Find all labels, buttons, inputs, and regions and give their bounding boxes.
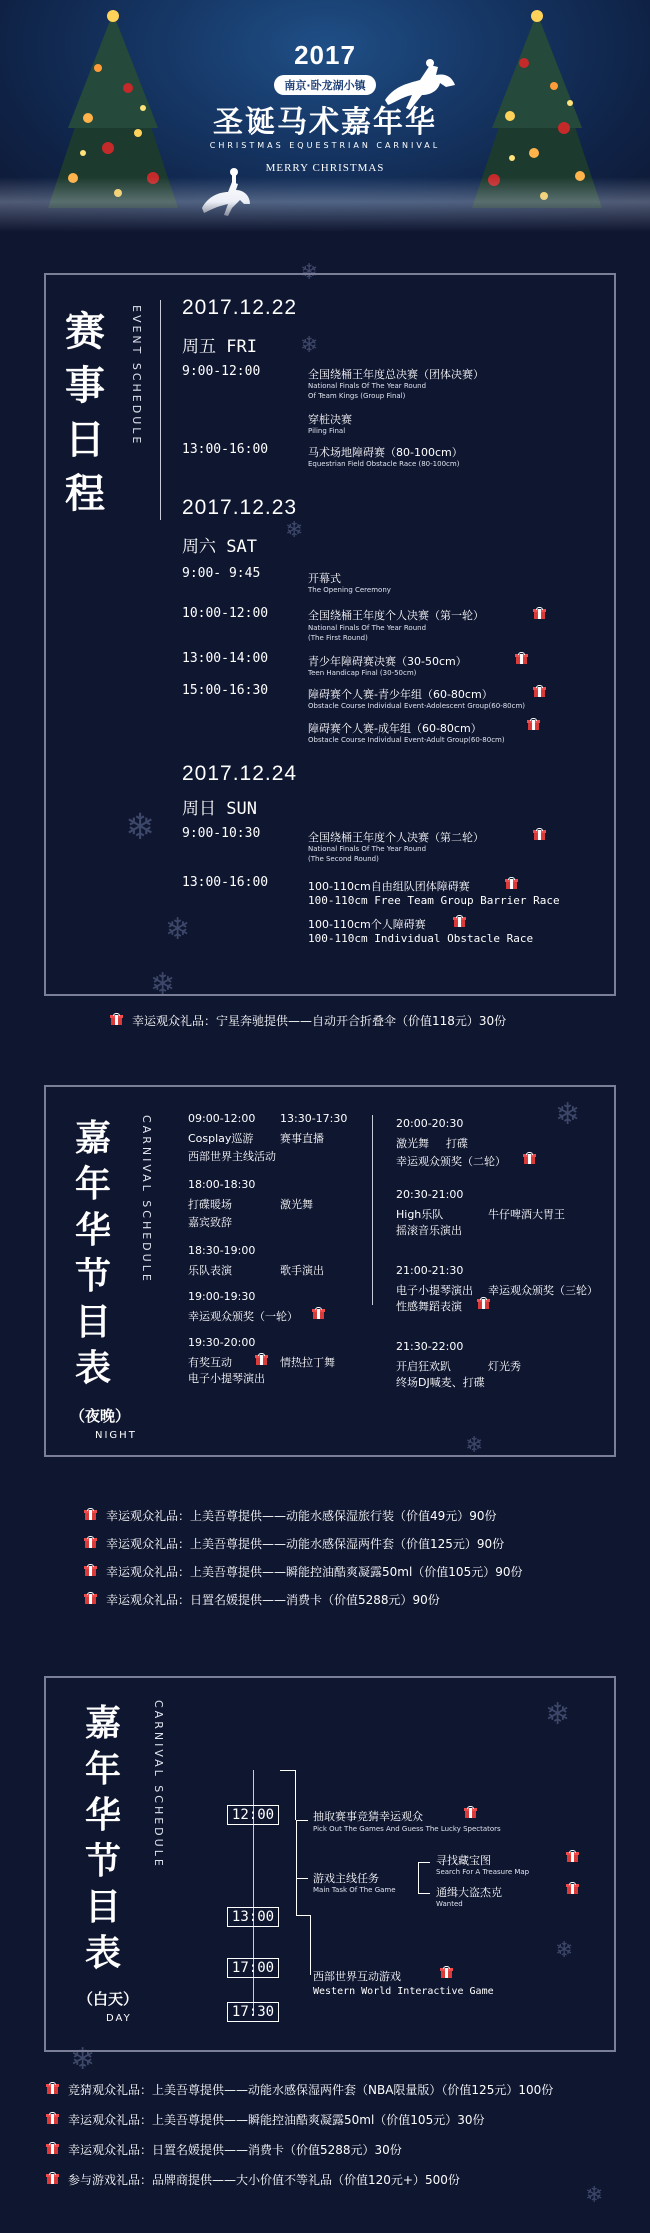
bracket	[296, 1820, 308, 1821]
carnival-time: 18:00-18:30	[188, 1178, 256, 1191]
schedule-event-en: (The Second Round)	[308, 855, 379, 863]
schedule-event-en: (The First Round)	[308, 634, 368, 642]
gift-icon	[505, 877, 518, 889]
merry-christmas-text: MERRY CHRISTMAS	[265, 162, 385, 174]
day-activity-en: Search For A Treasure Map	[436, 1868, 530, 1876]
prize-text: 幸运观众礼品：宁星奔驰提供——自动开合折叠伞（价值118元）30份	[132, 1014, 507, 1028]
carnival-title-en: CARNIVAL SCHEDULE	[152, 1700, 165, 1869]
title-char: 目	[84, 1886, 121, 1928]
prize-text: 幸运观众礼品：日置名媛提供——消费卡（价值5288元）90份	[106, 1593, 440, 1607]
bracket	[296, 1820, 297, 1915]
carnival-item: 打碟暖场	[188, 1198, 232, 1211]
gift-icon	[46, 2082, 59, 2094]
schedule-time: 13:00-16:00	[182, 875, 269, 890]
carnival-time: 20:00-20:30	[396, 1117, 464, 1130]
schedule-date: 2017.12.22	[182, 296, 298, 319]
day-activity: 西部世界互动游戏	[313, 1970, 401, 1983]
gift-icon	[533, 607, 546, 619]
carnival-time: 19:30-20:00	[188, 1336, 256, 1349]
bracket	[296, 1915, 310, 1916]
event-schedule-title-en: EVENT SCHEDULE	[130, 305, 143, 447]
gift-icon	[533, 828, 546, 840]
prize-text: 幸运观众礼品：日置名媛提供——消费卡（价值5288元）30份	[68, 2143, 402, 2157]
title-char: 嘉	[84, 1702, 121, 1744]
title-char: 赛	[65, 308, 105, 355]
carnival-item: 赛事直播	[280, 1132, 324, 1145]
snowflake-icon: ❄	[555, 1938, 574, 1963]
carnival-item: 性感舞蹈表演	[396, 1300, 462, 1313]
carnival-time: 19:00-19:30	[188, 1290, 256, 1303]
schedule-event-en: National Finals Of The Year Round	[308, 382, 427, 390]
schedule-event-en: Equestrian Field Obstacle Race (80-100cm)	[308, 460, 460, 468]
time-box: 12:00	[227, 1805, 279, 1825]
prize-text: 幸运观众礼品：上美吾尊提供——动能水感保湿旅行装（价值49元）90份	[106, 1509, 497, 1523]
carnival-night-panel	[44, 1085, 616, 1457]
carnival-item: 嘉宾致辞	[188, 1216, 232, 1229]
carnival-item: 电子小提琴演出	[188, 1372, 265, 1385]
prize-text: 参与游戏礼品：品牌商提供——大小价值不等礼品（价值120元+）500份	[68, 2173, 460, 2187]
schedule-event: 障碍赛个人赛-青少年组（60-80cm）	[308, 688, 493, 701]
title-char: 表	[74, 1347, 111, 1389]
banner-title	[190, 40, 460, 174]
snowflake-icon: ❄	[300, 333, 319, 358]
title-char: 节	[74, 1255, 111, 1297]
carnival-time: 20:30-21:00	[396, 1188, 464, 1201]
gift-icon	[515, 652, 528, 664]
title-char: 日	[65, 416, 105, 463]
snowflake-icon: ❄	[585, 2183, 604, 2208]
schedule-weekday: 周五 FRI	[182, 337, 257, 357]
carnival-item: High乐队	[396, 1208, 444, 1221]
carnival-title-en: CARNIVAL SCHEDULE	[140, 1115, 153, 1284]
carnival-item: 开启狂欢趴	[396, 1360, 451, 1373]
banner	[0, 0, 650, 232]
title-char: 华	[74, 1209, 111, 1251]
gift-icon	[477, 1297, 490, 1309]
schedule-event-en: Teen Handicap Final (30-50cm)	[308, 669, 417, 677]
gift-icon	[566, 1882, 579, 1894]
bracket	[418, 1862, 430, 1894]
divider	[160, 300, 161, 520]
carnival-day-title	[80, 1700, 126, 1976]
day-activity: 通缉大盗杰克	[436, 1886, 502, 1899]
schedule-event-en: 100-110cm Free Team Group Barrier Race	[308, 894, 560, 907]
gift-icon	[453, 915, 466, 927]
schedule-event: 100-110cm自由组队团体障碍赛	[308, 880, 470, 893]
bracket	[296, 1878, 308, 1879]
gift-icon	[110, 1013, 123, 1025]
snowflake-icon: ❄	[465, 1433, 484, 1458]
gift-icon	[46, 2142, 59, 2154]
carnival-item: 激光舞	[280, 1198, 313, 1211]
event-title: 圣诞马术嘉年华	[213, 105, 437, 140]
gift-icon	[527, 718, 540, 730]
schedule-event-en: Obstacle Course Individual Event-Adolescent Group(60-80cm)	[308, 702, 525, 710]
carnival-item: 情热拉丁舞	[280, 1356, 335, 1369]
carnival-item: 幸运观众颁奖（三轮）	[488, 1284, 598, 1297]
banner-year: 2017	[294, 40, 356, 70]
prize-text: 幸运观众礼品：上美吾尊提供——瞬能控油酷爽凝露50ml（价值105元）90份	[106, 1565, 523, 1579]
carnival-item: 灯光秀	[488, 1360, 521, 1373]
snowflake-icon: ❄	[125, 807, 156, 848]
schedule-event-en: Piling Final	[308, 427, 346, 435]
schedule-time: 9:00-10:30	[182, 826, 261, 841]
schedule-event: 100-110cm个人障碍赛	[308, 918, 426, 931]
day-activity: 抽取赛事竞猜幸运观众	[313, 1810, 423, 1823]
carnival-time: 18:30-19:00	[188, 1244, 256, 1257]
time-box: 13:00	[227, 1907, 279, 1927]
day-activity-en: Main Task Of The Game	[313, 1886, 396, 1894]
night-tag: （夜晚）	[70, 1407, 131, 1425]
carnival-time: 09:00-12:00	[188, 1112, 256, 1125]
carnival-night-title	[70, 1115, 116, 1391]
carnival-item: 西部世界主线活动	[188, 1150, 276, 1163]
schedule-date: 2017.12.24	[182, 762, 298, 785]
day-tag-en: DAY	[106, 2013, 132, 2024]
carnival-item: 幸运观众颁奖（二轮）	[396, 1155, 506, 1168]
gift-icon	[84, 1564, 97, 1576]
night-tag-en: NIGHT	[95, 1430, 137, 1441]
time-box: 17:30	[227, 2002, 279, 2022]
title-char: 年	[74, 1163, 111, 1205]
gift-icon	[84, 1508, 97, 1520]
snow-ground	[0, 177, 650, 232]
gift-icon	[464, 1806, 477, 1818]
prize-text: 幸运观众礼品：上美吾尊提供——动能水感保湿两件套（价值125元）90份	[106, 1537, 505, 1551]
carnival-time: 13:30-17:30	[280, 1112, 348, 1125]
gift-icon	[46, 2172, 59, 2184]
event-schedule-title	[62, 305, 108, 521]
schedule-time: 9:00-12:00	[182, 364, 261, 379]
schedule-time: 9:00- 9:45	[182, 566, 261, 581]
schedule-event: 青少年障碍赛决赛（30-50cm）	[308, 655, 467, 668]
schedule-event: 障碍赛个人赛-成年组（60-80cm）	[308, 722, 482, 735]
snowflake-icon: ❄	[555, 1097, 581, 1132]
title-char: 目	[74, 1301, 111, 1343]
bracket	[310, 1915, 311, 1975]
day-activity: 寻找藏宝图	[436, 1854, 491, 1867]
schedule-event-en: 100-110cm Individual Obstacle Race	[308, 932, 534, 945]
gift-icon	[440, 1966, 453, 1978]
schedule-event-en: National Finals Of The Year Round	[308, 845, 427, 853]
gift-icon	[46, 2112, 59, 2124]
time-box: 17:00	[227, 1958, 279, 1978]
day-activity-en: Wanted	[436, 1900, 463, 1908]
schedule-event-en: The Opening Ceremony	[308, 586, 391, 594]
gift-icon	[533, 685, 546, 697]
carnival-item: 激光舞	[396, 1137, 429, 1150]
title-char: 表	[84, 1932, 121, 1974]
divider	[372, 1115, 373, 1305]
schedule-time: 10:00-12:00	[182, 606, 269, 621]
carnival-item: 终场DJ喊麦、打碟	[396, 1376, 485, 1389]
carnival-item: 电子小提琴演出	[396, 1284, 473, 1297]
event-subtitle: CHRISTMAS EQUESTRIAN CARNIVAL	[209, 141, 441, 150]
snowflake-icon: ❄	[150, 967, 176, 1002]
gift-icon	[566, 1850, 579, 1862]
carnival-item: 摇滚音乐演出	[396, 1224, 462, 1237]
prize-text: 竞猜观众礼品：上美吾尊提供——动能水感保湿两件套（NBA限量版）（价值125元）100份	[68, 2083, 554, 2097]
gift-icon	[312, 1307, 325, 1319]
carnival-item: Cosplay巡游	[188, 1132, 254, 1145]
schedule-weekday: 周日 SUN	[182, 799, 257, 819]
schedule-event-en: Of Team Kings (Group Final)	[308, 392, 406, 400]
title-char: 嘉	[74, 1117, 111, 1159]
carnival-time: 21:30-22:00	[396, 1340, 464, 1353]
title-char: 节	[84, 1840, 121, 1882]
gift-icon	[84, 1592, 97, 1604]
snowflake-icon: ❄	[285, 518, 304, 543]
location-badge: 南京·卧龙湖小镇	[274, 75, 375, 95]
title-char: 程	[65, 470, 105, 517]
schedule-time: 15:00-16:30	[182, 683, 269, 698]
carnival-item: 打碟	[446, 1137, 468, 1150]
gift-icon	[523, 1152, 536, 1164]
carnival-time: 21:00-21:30	[396, 1264, 464, 1277]
snowflake-icon: ❄	[300, 260, 319, 285]
schedule-event: 穿桩决赛	[308, 413, 352, 426]
snowflake-icon: ❄	[70, 2042, 96, 2077]
schedule-event: 开幕式	[308, 572, 341, 585]
schedule-time: 13:00-14:00	[182, 651, 269, 666]
carnival-item: 牛仔啤酒大胃王	[488, 1208, 565, 1221]
schedule-time: 13:00-16:00	[182, 442, 269, 457]
schedule-date: 2017.12.23	[182, 496, 298, 519]
schedule-event: 全国绕桶王年度个人决赛（第一轮）	[308, 609, 484, 622]
gift-icon	[84, 1536, 97, 1548]
prize-text: 幸运观众礼品：上美吾尊提供——瞬能控油酷爽凝露50ml（价值105元）30份	[68, 2113, 485, 2127]
carnival-item: 幸运观众颁奖（一轮）	[188, 1310, 298, 1323]
day-activity: 游戏主线任务	[313, 1872, 379, 1885]
snowflake-icon: ❄	[165, 912, 191, 947]
carnival-item: 乐队表演	[188, 1264, 232, 1277]
schedule-event: 马术场地障碍赛（80-100cm）	[308, 446, 463, 459]
schedule-event-en: Obstacle Course Individual Event-Adult Group(60-80cm)	[308, 736, 505, 744]
title-char: 华	[84, 1794, 121, 1836]
gift-icon	[255, 1353, 268, 1365]
schedule-event: 全国绕桶王年度总决赛（团体决赛）	[308, 368, 484, 381]
day-activity-en: Pick Out The Games And Guess The Lucky Spectators	[313, 1825, 501, 1833]
bracket	[280, 1770, 296, 1820]
title-char: 年	[84, 1748, 121, 1790]
carnival-item: 歌手演出	[280, 1264, 324, 1277]
schedule-event: 全国绕桶王年度个人决赛（第二轮）	[308, 831, 484, 844]
schedule-event-en: National Finals Of The Year Round	[308, 624, 427, 632]
carnival-item: 有奖互动	[188, 1356, 232, 1369]
day-tag: （白天）	[78, 1990, 139, 2008]
schedule-weekday: 周六 SAT	[182, 537, 257, 557]
day-activity-en: Western World Interactive Game	[313, 1986, 494, 1997]
title-char: 事	[65, 362, 105, 409]
snowflake-icon: ❄	[545, 1697, 571, 1732]
